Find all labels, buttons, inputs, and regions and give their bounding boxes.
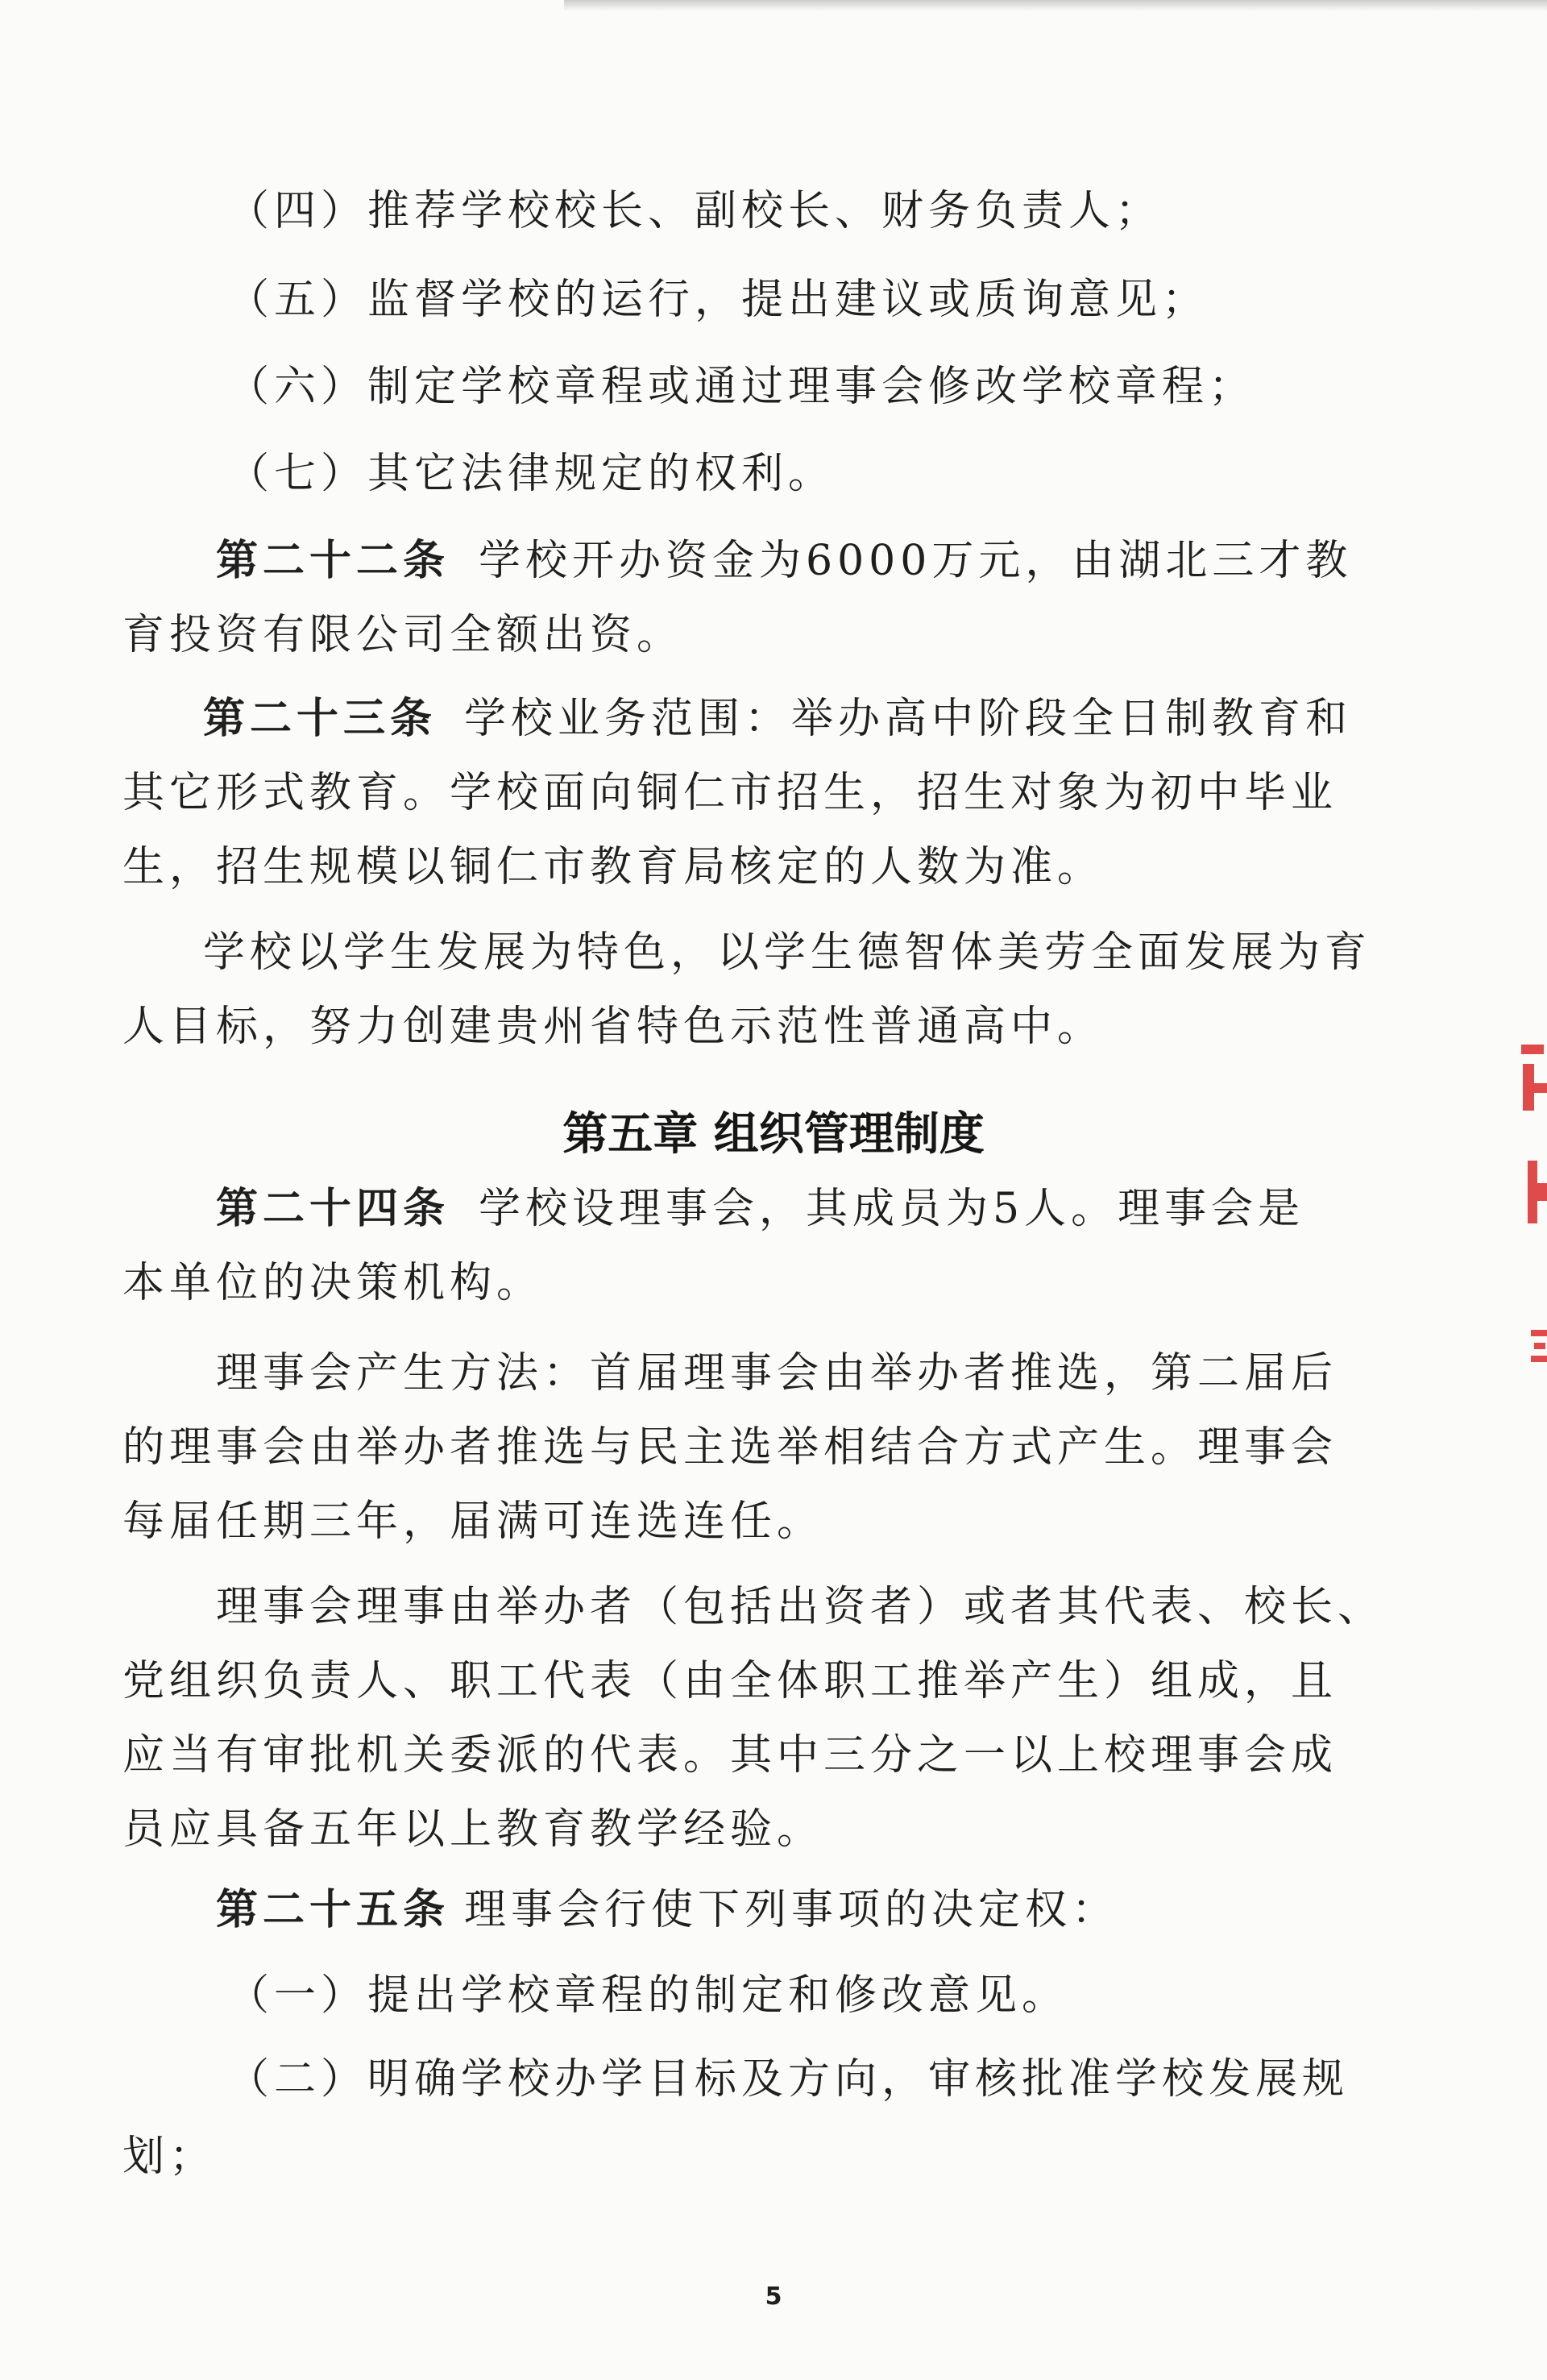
page-number: 5 [765, 2282, 782, 2311]
text-line: （四）推荐学校校长、副校长、财务负责人； [227, 187, 1163, 235]
text-line: 学校开办资金为6000万元，由湖北三才教 [479, 537, 1353, 585]
text-line: （一）提出学校章程的制定和修改意见。 [227, 1971, 1069, 2020]
text-line: 学校业务范围：举办高中阶段全日制教育和 [464, 695, 1353, 743]
text-line: 的理事会由举办者推选与民主选举相结合方式产生。理事会 [122, 1423, 1338, 1472]
text-line: 人目标，努力创建贵州省特色示范性普通高中。 [122, 1003, 1105, 1051]
text-line: 学校以学生发展为特色，以学生德智体美劳全面发展为育 [203, 928, 1372, 977]
text-line: 应当有审批机关委派的代表。其中三分之一以上校理事会成 [122, 1731, 1338, 1780]
text-line: 理事会行使下列事项的决定权： [464, 1886, 1119, 1934]
text-line: 本单位的决策机构。 [122, 1259, 544, 1307]
article-number: 第二十三条 [203, 694, 438, 743]
scan-edge-shadow [564, 0, 1547, 11]
text-line: 学校设理事会，其成员为5人。理事会是 [479, 1185, 1305, 1233]
text-line: 每届任期三年，届满可连选连任。 [122, 1497, 824, 1546]
text-line: 理事会产生方法：首届理事会由举办者推选，第二届后 [216, 1349, 1338, 1398]
text-line: （二）明确学校办学目标及方向，审核批准学校发展规 [227, 2055, 1350, 2104]
article-number: 第二十四条 [216, 1184, 450, 1233]
text-line: 理事会理事由举办者（包括出资者）或者其代表、校长、 [216, 1583, 1385, 1631]
text-line: （七）其它法律规定的权利。 [227, 450, 836, 498]
text-line: 其它形式教育。学校面向铜仁市招生，招生对象为初中毕业 [122, 769, 1338, 817]
chapter-heading: 第五章 组织管理制度 [562, 1108, 985, 1161]
text-line: （五）监督学校的运行，提出建议或质询意见； [227, 276, 1209, 324]
text-line: 党组织负责人、职工代表（由全体职工推举产生）组成，且 [122, 1657, 1338, 1705]
article-number: 第二十二条 [216, 536, 450, 585]
text-line: 员应具备五年以上教育教学经验。 [122, 1805, 824, 1854]
text-line: （六）制定学校章程或通过理事会修改学校章程； [227, 363, 1256, 411]
article-number: 第二十五条 [216, 1885, 450, 1934]
text-line: 生，招生规模以铜仁市教育局核定的人数为准。 [122, 843, 1105, 891]
text-line: 划； [122, 2133, 217, 2181]
text-line: 育投资有限公司全额出资。 [122, 611, 684, 659]
